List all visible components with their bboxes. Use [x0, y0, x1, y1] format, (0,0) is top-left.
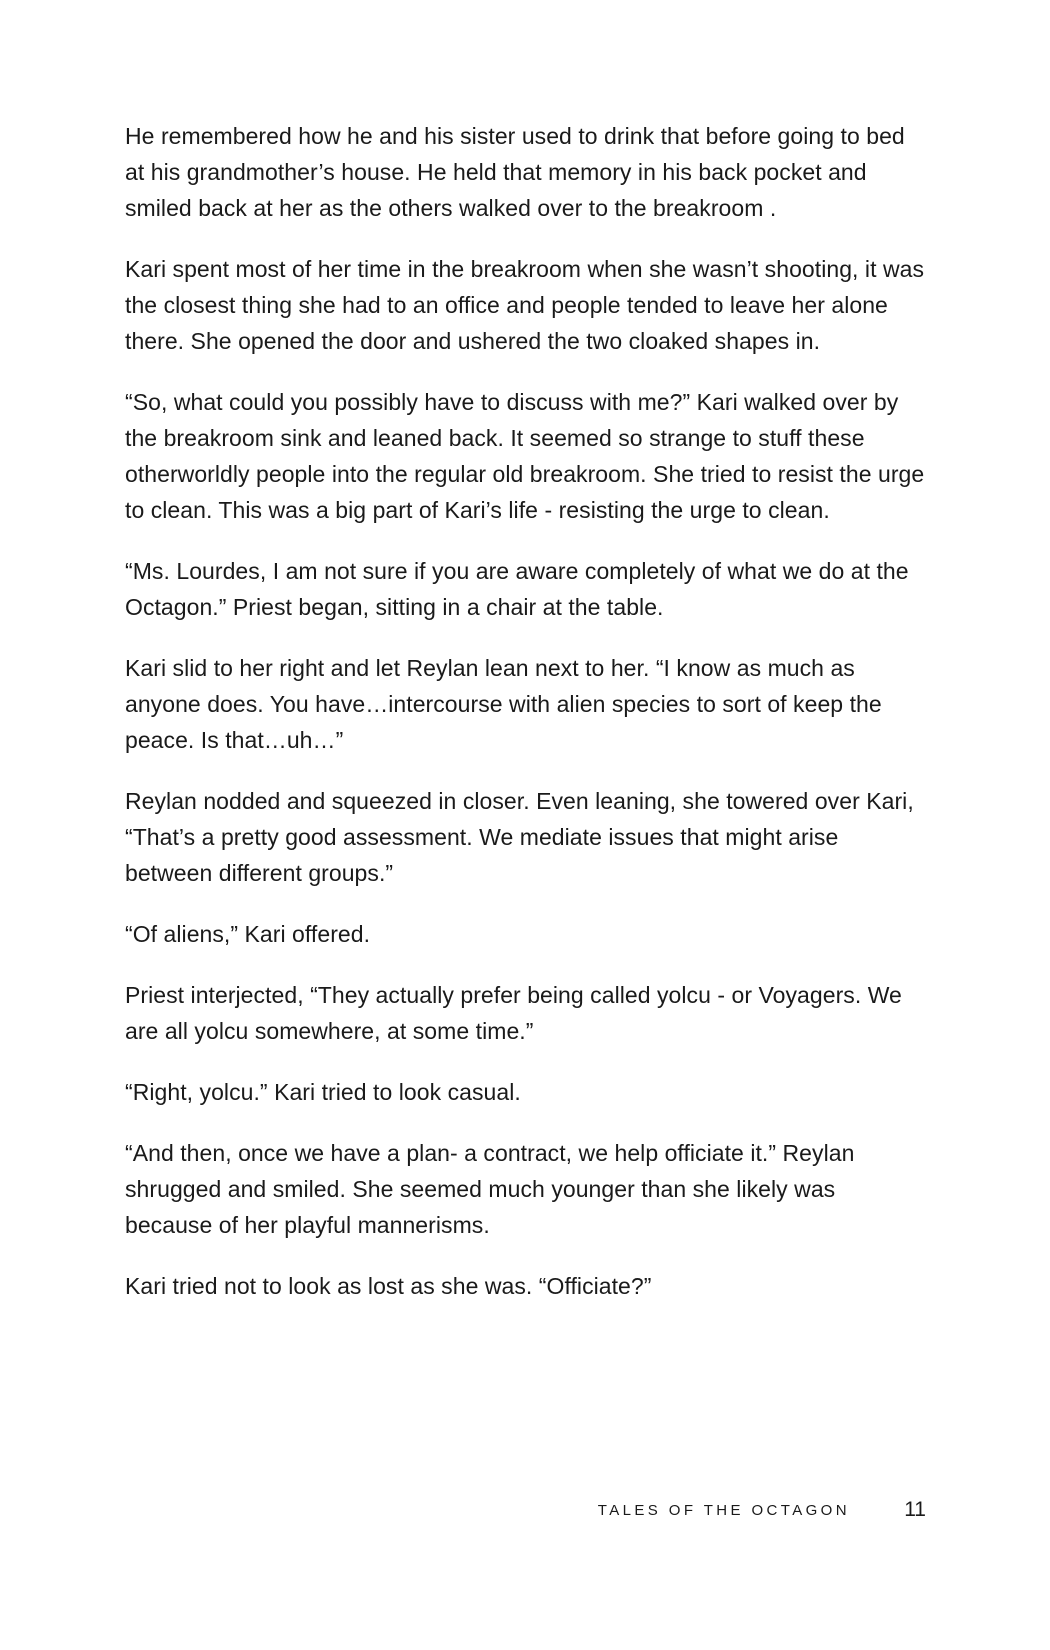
page-footer [0, 1498, 1050, 1528]
page-number: 11 [904, 1498, 926, 1521]
paragraph: Kari tried not to look as lost as she was. “Officiate?” [125, 1273, 652, 1299]
paragraph: Reylan nodded and squeezed in closer. Even leaning, she towered over Kari, “That’s a pretty good assessment. We mediate issues that might arise between different groups.” [125, 788, 914, 886]
paragraph: “Ms. Lourdes, I am not sure if you are aware completely of what we do at the Octagon.” Priest began, sitting in a chair at the table. [125, 558, 909, 620]
paragraph: Priest interjected, “They actually prefer being called yolcu - or Voyagers. We are all yolcu somewhere, at some time.” [125, 982, 902, 1044]
body-text [125, 118, 925, 1329]
paragraph: “Right, yolcu.” Kari tried to look casual. [125, 1079, 521, 1105]
paragraph: “Of aliens,” Kari offered. [125, 921, 371, 947]
paragraph: Kari slid to her right and let Reylan lean next to her. “I know as much as anyone does. You have…intercourse with alien species to sort of keep the peace. Is that…uh…” [125, 655, 882, 753]
paragraph: He remembered how he and his sister used to drink that before going to bed at his grandmother’s house. He held that memory in his back pocket and smiled back at her as the others walked over to the breakroom . [125, 123, 905, 221]
paragraph: “And then, once we have a plan- a contract, we help officiate it.” Reylan shrugged and smiled. She seemed much younger than she likely was because of her playful mannerisms. [125, 1140, 855, 1238]
running-title: TALES OF THE OCTAGON [597, 1502, 850, 1519]
paragraph: Kari spent most of her time in the breakroom when she wasn’t shooting, it was the closest thing she had to an office and people tended to leave her alone there. She opened the door and ushered the two cloaked shapes in. [125, 256, 925, 354]
paragraph: “So, what could you possibly have to discuss with me?” Kari walked over by the breakroom sink and leaned back. It seemed so strange to stuff these otherworldly people into the regular old breakroom. She tried to resist the urge to clean. This was a big part of Kari’s life - resisting the urge to clean. [125, 389, 925, 523]
